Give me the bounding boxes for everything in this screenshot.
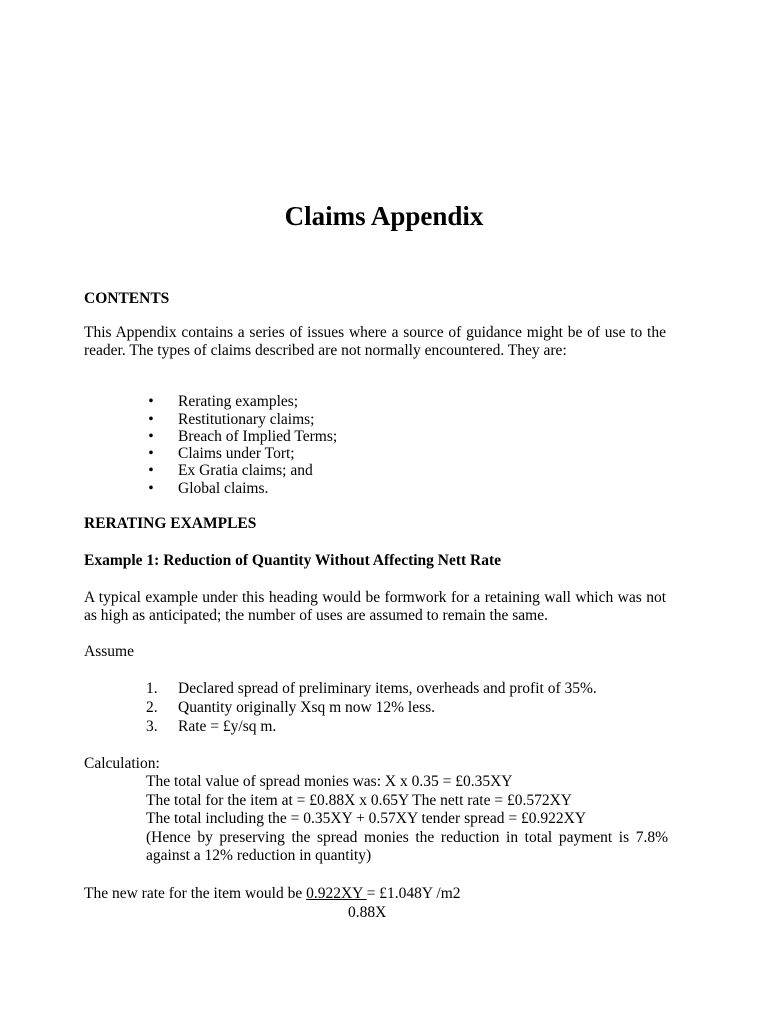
list-item-text: Rerating examples; [178,393,299,410]
assume-label: Assume [84,643,134,660]
bullet-icon: • [148,428,154,445]
list-item-number: 1. [146,680,158,697]
bullet-icon: • [148,480,154,497]
calculation-line: The total for the item at = £0.88X x 0.65Y The nett rate = £0.572XY [146,792,572,809]
calculation-line: The total value of spread monies was: X x 0.35 = £0.35XY [146,773,513,790]
list-item-text: Breach of Implied Terms; [178,428,338,445]
list-item-text: Claims under Tort; [178,445,295,462]
bullet-icon: • [148,393,154,410]
example-1-paragraph: A typical example under this heading would be formwork for a retaining wall which was not as high as anticipated; the number of uses are assumed to remain the same. [84,589,666,624]
new-rate-prefix: The new rate for the item would be [84,885,307,902]
example-1-heading: Example 1: Reduction of Quantity Without Affecting Nett Rate [84,552,502,569]
list-item-text: Declared spread of preliminary items, overheads and profit of 35%. [178,680,597,697]
bullet-icon: • [148,445,154,462]
bullet-icon: • [148,411,154,428]
contents-intro-paragraph: This Appendix contains a series of issues where a source of guidance might be of use to the reader. The types of claims described are not normally encountered. They are: [84,324,666,359]
bullet-icon: • [148,462,154,479]
rerating-examples-heading: RERATING EXAMPLES [84,515,257,532]
list-item-number: 3. [146,718,158,735]
list-item-text: Ex Gratia claims; and [178,462,313,479]
list-item-text: Rate = £y/sq m. [178,718,277,735]
page-title: Claims Appendix [284,201,484,231]
list-item-text: Quantity originally Xsq m now 12% less. [178,699,436,716]
list-item-text: Restitutionary claims; [178,411,315,428]
new-rate-denominator: 0.88X [348,904,387,921]
new-rate-formula [84,885,461,903]
new-rate-suffix: = £1.048Y /m2 [366,885,461,902]
calculation-note: (Hence by preserving the spread monies the reduction in total payment is 7.8% against a 12% reduction in quantity) [146,829,668,864]
calculation-label: Calculation: [84,755,160,772]
calculation-line: The total including the = 0.35XY + 0.57XY tender spread = £0.922XY [146,810,587,827]
list-item-text: Global claims. [178,480,269,497]
new-rate-numerator: 0.922XY [306,885,367,902]
list-item-number: 2. [146,699,158,716]
contents-heading: CONTENTS [84,290,170,307]
